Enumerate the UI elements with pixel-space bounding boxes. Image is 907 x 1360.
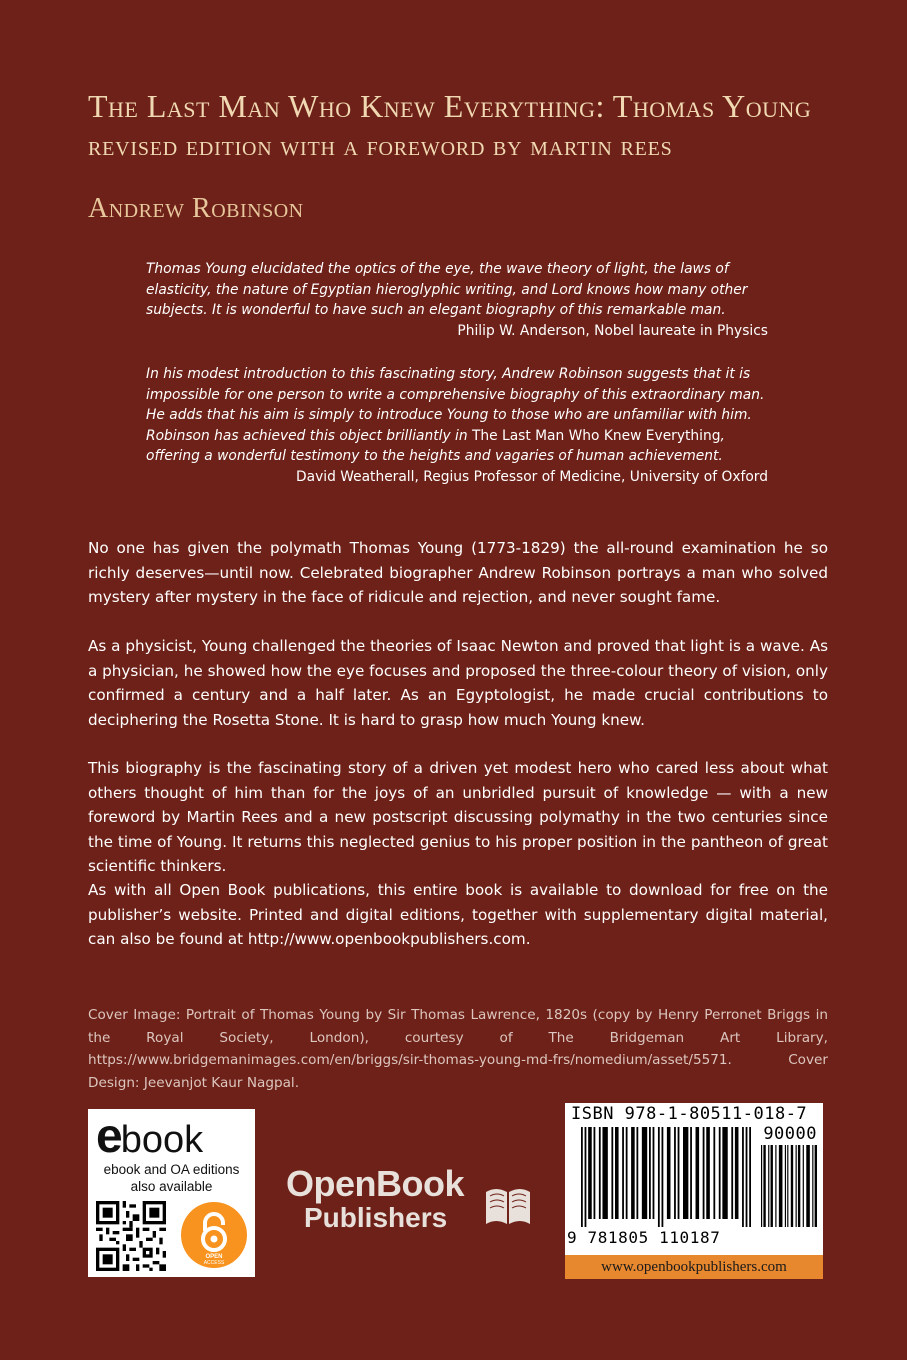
ebook-logo-e: e <box>96 1110 121 1163</box>
qr-code-icon[interactable] <box>96 1201 166 1271</box>
author-name: Andrew Robinson <box>88 193 304 224</box>
oa-label-access: ACCESS <box>203 1260 225 1266</box>
publisher-logo <box>286 1164 536 1244</box>
isbn-barcode <box>565 1103 823 1255</box>
quote-attribution: Philip W. Anderson, Nobel laureate in Physics <box>457 322 768 339</box>
ebook-note <box>88 1161 255 1195</box>
ebook-availability-box <box>88 1109 255 1277</box>
publisher-name-line1: OpenBook <box>286 1163 465 1204</box>
quote-text-after: , offering a wonderful testimony to the heights and vagaries of human achievement. <box>146 427 725 464</box>
open-book-icon <box>482 1178 534 1230</box>
quote-book-title: The Last Man Who Knew Everything <box>471 427 721 444</box>
book-subtitle: revised edition with a foreword by martin rees <box>88 131 673 162</box>
ebook-note-line1: ebook and OA editions <box>103 1162 240 1177</box>
quote-attribution: David Weatherall, Regius Professor of Medicine, University of Oxford <box>296 468 768 485</box>
cover-credit: Cover Image: Portrait of Thomas Young by Sir Thomas Lawrence, 1820s (copy by Henry Perronet Briggs in the Royal Society, London), courtesy of The Bridgeman Art Library, https://www.bridgemanimages.com/en/briggs/sir-thomas-young-md-frs/nomedium/asset/5571. Cover Design: Jeevanjot Kaur Nagpal. <box>88 1007 828 1091</box>
publisher-website[interactable]: www.openbookpublishers.com <box>565 1255 823 1279</box>
endorsement-quote-2 <box>146 364 768 487</box>
ebook-logo-text: book <box>120 1119 204 1161</box>
description-paragraph: This biography is the fascinating story of a driven yet modest hero who cared less about what others thought of him than for the joys of an unbridled pursuit of knowledge — with a new foreword by Martin Rees and a new postscript discussing polymathy in the two centuries since the time of Young. It returns this neglected genius to his proper position in the pantheon of great scientific thinkers. <box>88 759 828 875</box>
quote-text-before: In his modest introduction to this fascinating story, Andrew Robinson suggests that it is impossible for one person to write a comprehensive biography of this extraordinary man. He adds that his aim is simply to introduce Young to those who are unfamiliar with him. Robinson has achieved this object brilliantly in <box>146 366 765 444</box>
quote-text <box>146 364 768 467</box>
open-access-icon <box>180 1201 248 1269</box>
isbn-number: ISBN 978-1-80511-018-7 <box>571 1104 808 1124</box>
ebook-logo <box>96 1111 246 1163</box>
oa-label-open: OPEN <box>205 1254 223 1260</box>
ean-digits: 9 781805 110187 <box>567 1228 721 1247</box>
description-paragraph: As a physicist, Young challenged the theories of Isaac Newton and proved that light is a wave. As a physician, he showed how the eye focuses and proposed the three-colour theory of vision, only confirmed a century and a half later. As an Egyptologist, he made crucial contributions to deciphering the Rosetta Stone. It is hard to grasp how much Young knew. <box>88 637 828 729</box>
description-paragraph: As with all Open Book publications, this entire book is available to download for free on the publisher’s website. Printed and digital editions, together with supplementary digital material, can also be found at http://www.openbookpublishers.com. <box>88 881 828 948</box>
publisher-name-line2: Publishers <box>304 1202 448 1233</box>
description-paragraph: No one has given the polymath Thomas Young (1773-1829) the all-round examination he so richly deserves—until now. Celebrated biographer Andrew Robinson portrays a man who solved mystery after mystery in the face of ridicule and rejection, and never sought fame. <box>88 539 828 606</box>
price-code: 90000 <box>763 1124 817 1144</box>
endorsement-quote-1 <box>146 259 768 341</box>
book-title: The Last Man Who Knew Everything: Thomas Young <box>88 88 812 124</box>
ebook-note-line2: also available <box>130 1179 213 1194</box>
quote-text: Thomas Young elucidated the optics of the eye, the wave theory of light, the laws of elasticity, the nature of Egyptian hieroglyphic writing, and Lord knows how many other subjects. It is wonderful to have such an elegant biography of this remarkable man. <box>146 261 748 318</box>
barcode-addon-bars <box>761 1145 817 1227</box>
barcode-bars <box>581 1127 751 1227</box>
